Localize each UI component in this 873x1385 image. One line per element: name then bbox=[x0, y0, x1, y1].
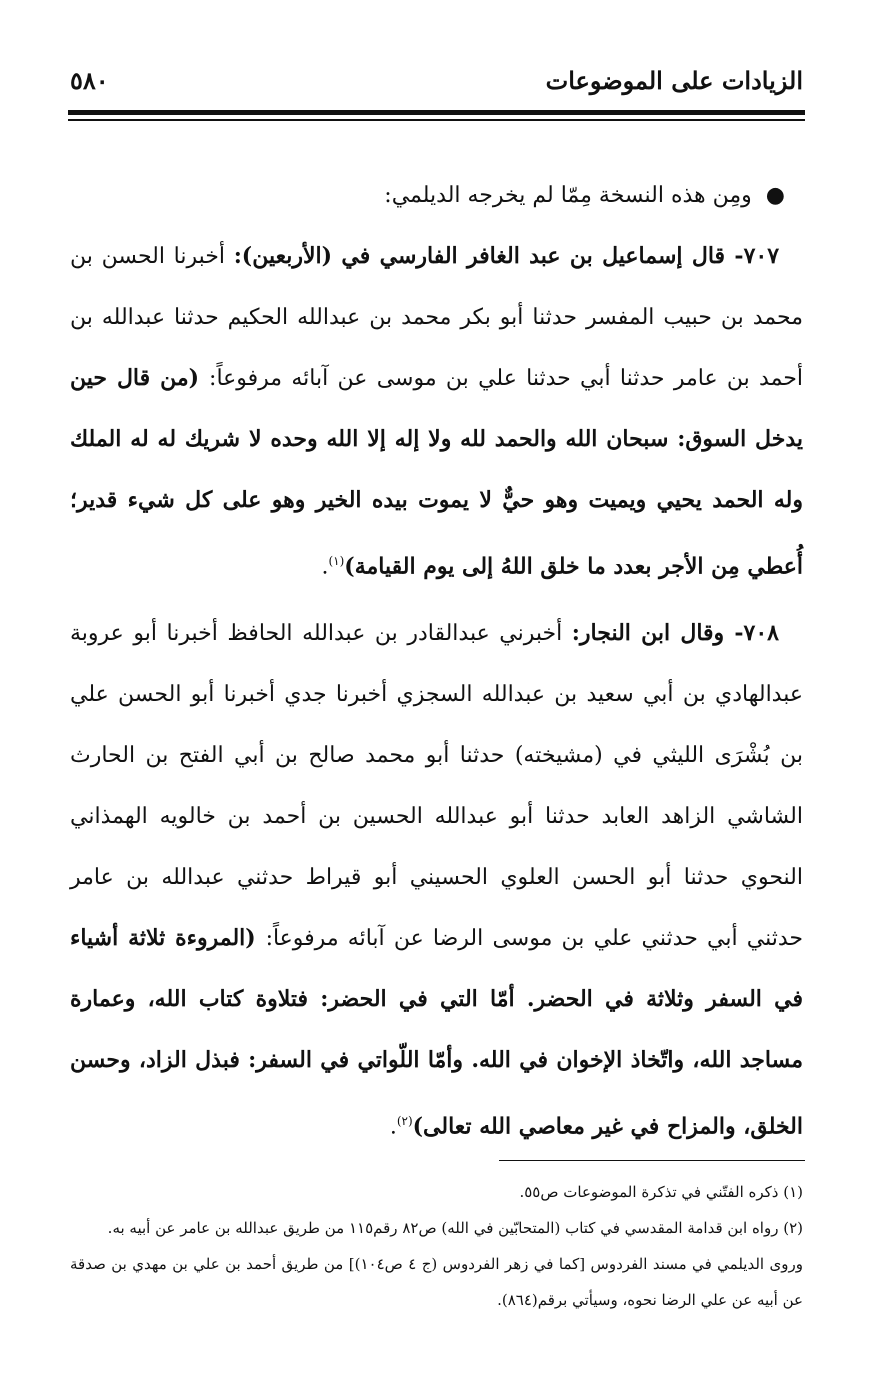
page-number: ٥٨٠ bbox=[70, 65, 109, 95]
hadith-708-isnad: أخبرني عبدالقادر بن عبدالله الحافظ أخبرنا أبو عروبة عبدالهادي بن أبي سعيد بن عبدالله السجزي أخبرنا جدي أخبرنا أبو الحسن علي بن بُشْرَى الليثي في (مشيخته) حدثنا أبو محمد صالح بن أبي الفتح بن الحارث الشاشي الزاهد العابد حدثنا أبو عبدالله الحسين بن أحمد بن خالويه الهمذاني النحوي حدثنا أبو الحسن العلوي الحسيني أبو قيراط حدثني عبدالله بن عامر حدثني أبي حدثني علي بن موسى الرضا عن آبائه مرفوعاً: bbox=[70, 621, 803, 952]
footnote-ref-1: (١) bbox=[328, 554, 345, 568]
hadith-708-matn: (المروءة ثلاثة أشياء في السفر وثلاثة في الحضر. أمّا التي في الحضر: فتلاوة كتاب الله، وعمارة مساجد الله، واتّخاذ الإخوان في الله. وأمّا اللّواتي في السفر: فبذل الزاد، وحسن الخلق، والمزاح في غير معاصي الله تعالى) bbox=[70, 925, 803, 1140]
header-rule-thick bbox=[68, 110, 805, 115]
footnote-2: (٢) رواه ابن قدامة المقدسي في كتاب (المتحابّين في الله) ص٨٢ رقم١١٥ من طريق عبدالله بن عامر عن أبيه به. bbox=[107, 1219, 803, 1237]
hadith-707-end: . bbox=[321, 554, 329, 580]
hadith-708-end: . bbox=[389, 1114, 397, 1140]
footnote-2-continued: وروى الديلمي في مسند الفردوس [كما في زهر الفردوس (ج ٤ ص١٠٤)] من طريق أحمد بن علي بن مهدي بن صدقة عن أبيه عن علي الرضا نحوه، وسيأتي برقم(٨٦٤). bbox=[70, 1255, 803, 1309]
hadith-707-isnad: أخبرنا الحسن بن محمد بن حبيب المفسر حدثنا أبو بكر محمد بن عبدالله الحكيم حدثنا عبدالله بن أحمد بن عامر حدثنا أبي حدثنا علي بن موسى عن آبائه مرفوعاً: bbox=[70, 244, 804, 391]
bullet-icon: ● bbox=[765, 183, 785, 208]
page-header bbox=[70, 60, 803, 100]
main-text bbox=[70, 165, 803, 1158]
hadith-707 bbox=[70, 226, 803, 597]
running-title: الزيادات على الموضوعات bbox=[545, 65, 803, 95]
hadith-707-matn: (من قال حين يدخل السوق: سبحان الله والحمد لله ولا إله إلا الله وحده لا شريك له له الملك وله الحمد يحيي ويميت وهو حيٌّ لا يموت بيده الخير وهو على كل شيء قدير؛ أُعطي مِن الأجر بعدد ما خلق اللهُ إلى يوم القيامة) bbox=[70, 365, 803, 580]
header-rule-thin bbox=[68, 119, 805, 121]
footnote-ref-2: (٢) bbox=[396, 1114, 413, 1129]
footnotes bbox=[70, 1174, 803, 1318]
footnote-separator bbox=[499, 1160, 805, 1161]
footnote-1: (١) ذكره الفتّني في تذكرة الموضوعات ص٥٥. bbox=[519, 1183, 803, 1201]
hadith-707-lead: ٧٠٧- قال إسماعيل بن عبد الغافر الفارسي في (الأربعين): bbox=[233, 243, 780, 269]
hadith-708 bbox=[70, 603, 803, 1157]
intro-line bbox=[70, 165, 803, 226]
intro-text: ومِن هذه النسخة مِمّا لم يخرجه الديلمي: bbox=[384, 183, 752, 208]
hadith-708-lead: ٧٠٨- وقال ابن النجار: bbox=[571, 620, 779, 647]
